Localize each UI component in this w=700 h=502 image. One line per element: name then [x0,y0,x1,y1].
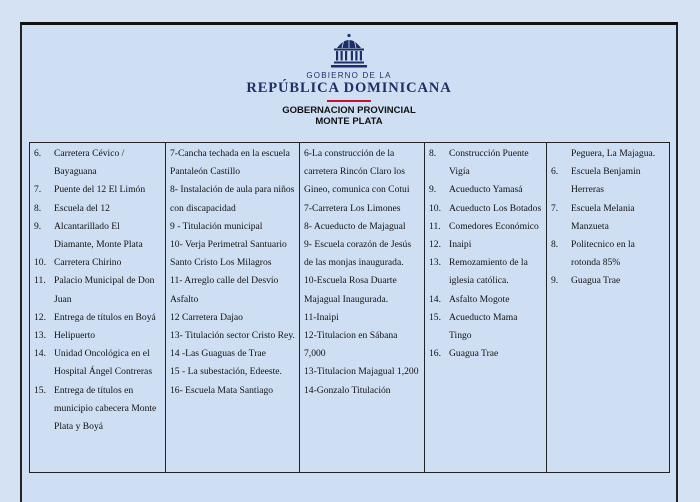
list-item [170,145,295,181]
item-text: 8- Acueducto de Majagual [304,220,406,232]
list-item [429,181,542,199]
list-item [551,272,665,290]
item-number: 12. [34,311,46,323]
item-text: 11- Arreglo calle del Desvío Asfalto [170,275,279,305]
list-item [34,181,161,199]
item-text: 10-Escuela Rosa Duarte Majagual Inaugurada. [304,275,397,305]
item-text: Carretera Cévico / Bayaguana [54,148,125,178]
column-4 [425,143,547,473]
item-text: Carretera Chirino [54,257,122,269]
item-text: 13- Titulación sector Cristo Rey. [170,330,295,342]
item-text: Construcción Puente Vigía [449,148,529,178]
list-item [429,309,542,345]
item-number: 16. [429,348,441,360]
list-item [170,218,295,236]
government-seal-icon [329,33,369,71]
item-text: Comedores Económico [449,220,539,232]
list-item [170,327,295,345]
list-item [34,200,161,218]
list-item [170,345,295,363]
document-header [22,33,676,127]
item-text: 14 -Las Guaguas de Trae [170,348,266,360]
item-number: 10. [34,257,46,269]
item-number: 8. [429,148,437,159]
item-text: 14-Gonzalo Titulación [304,384,391,396]
item-number: 10. [429,202,441,214]
list-item [304,309,420,327]
government-label: GOBIERNO DE LA [306,71,392,80]
governorate-title: GOBERNACION PROVINCIAL [282,105,416,116]
item-text: Remozamiento de la iglesia católica. [449,257,528,287]
list-item [34,345,161,381]
column-3 [300,143,425,473]
item-number: 7. [551,202,559,214]
item-text: 9- Escuela corazón de Jesús de las monjas inaugurada. [304,239,412,269]
item-text: Puente del 12 El Limón [54,184,146,196]
item-text: Peguera, La Majagua. [571,148,656,159]
item-number: 15. [34,384,46,396]
column-2 [166,143,300,473]
list-item [304,382,420,400]
item-number: 11. [34,275,46,287]
item-text: Acueducto Yamasá [449,184,523,196]
table-row [30,143,670,473]
list-item [34,309,161,327]
item-text: 9 - Titulación municipal [170,220,263,232]
list-item [170,236,295,272]
list-item [34,254,161,272]
item-text: Acueducto Mama Tingo [449,311,518,342]
item-text: Inaipi [449,239,472,251]
item-number: 9. [34,220,42,232]
item-text: 16- Escuela Mata Santiago [170,384,274,396]
item-text: Helipuerto [54,330,96,342]
document-page [20,22,678,502]
item-text: 8- Instalación de aula para niños con discapacidad [170,184,295,214]
list-item [551,145,665,163]
province-title: MONTE PLATA [315,116,383,127]
item-text: 15 - La subestación, Edeeste. [170,366,282,378]
item-number: 7. [34,184,42,196]
item-text: Guagua Trae [449,348,499,360]
item-number: 6. [34,148,42,159]
item-text: Unidad Oncológica en el Hospital Ángel Contreras [54,348,153,378]
list-item [551,163,665,199]
list-item [170,363,295,381]
item-text: 10- Verja Perimetral Santuario Santo Cristo Los Milagros [170,239,287,269]
item-text: Politecnico en la rotonda 85% [571,239,635,269]
item-text: Guagua Trae [571,275,621,287]
column-5 [547,143,670,473]
list-item [170,181,295,217]
list-item [170,272,295,308]
item-text: Escuela Benjamin Herreras [571,166,641,196]
list-item [34,327,161,345]
works-table [29,142,670,473]
item-text: 7-Carretera Los Limones [304,202,401,214]
item-text: 12 Carretera Dajao [170,311,243,323]
list-item [34,272,161,308]
item-text: Escuela Melania Manzueta [571,202,635,232]
list-item [429,236,542,254]
item-number: 15. [429,311,441,323]
item-number: 9. [551,275,559,287]
item-text: 12-Titulacion en Sábana 7,000 [304,330,398,360]
item-number: 13. [429,257,441,269]
list-item [429,291,542,309]
list-item [551,200,665,236]
item-text: Entrega de títulos en Boyá [54,311,156,323]
item-number: 14. [429,293,441,305]
item-number: 9. [429,184,437,196]
list-item [304,200,420,218]
list-item [170,309,295,327]
list-item [429,200,542,218]
item-text: 13-Titulacion Majagual 1,200 [304,366,419,378]
list-item [429,254,542,290]
item-number: 11. [429,220,441,232]
item-number: 14. [34,348,46,360]
item-text: 11-Inaipi [304,311,339,323]
item-text: Asfalto Mogote [449,293,510,305]
list-item [304,236,420,272]
list-item [34,145,161,181]
list-item [34,218,161,254]
list-item [429,345,542,363]
item-number: 6. [551,166,559,178]
list-item [304,218,420,236]
item-text: 6-La construcción de la carretera Rincón Claro los Gineo, comunica con Cotui [304,148,410,196]
item-number: 13. [34,330,46,342]
list-item [429,218,542,236]
item-text: Palacio Municipal de Don Juan [54,275,155,305]
item-number: 8. [34,202,42,214]
list-item [551,236,665,272]
item-text: Escuela del 12 [54,202,110,214]
list-item [429,145,542,181]
item-text: Alcantarillado El Diamante, Monte Plata [54,220,143,251]
red-divider [327,100,371,102]
item-text: 7-Cancha techada en la escuela Pantaleón Castillo [170,148,290,178]
country-name: REPÚBLICA DOMINICANA [246,80,452,96]
list-item [34,382,161,437]
list-item [304,145,420,200]
item-text: Entrega de títulos en municipio cabecera Monte Plata y Boyá [54,384,157,433]
list-item [304,363,420,381]
list-item [304,327,420,363]
list-item [304,272,420,308]
item-number: 8. [551,239,559,251]
item-text: Acueducto Los Botados [449,202,542,214]
column-1 [30,143,166,473]
item-number: 12. [429,239,441,251]
list-item [170,382,295,400]
